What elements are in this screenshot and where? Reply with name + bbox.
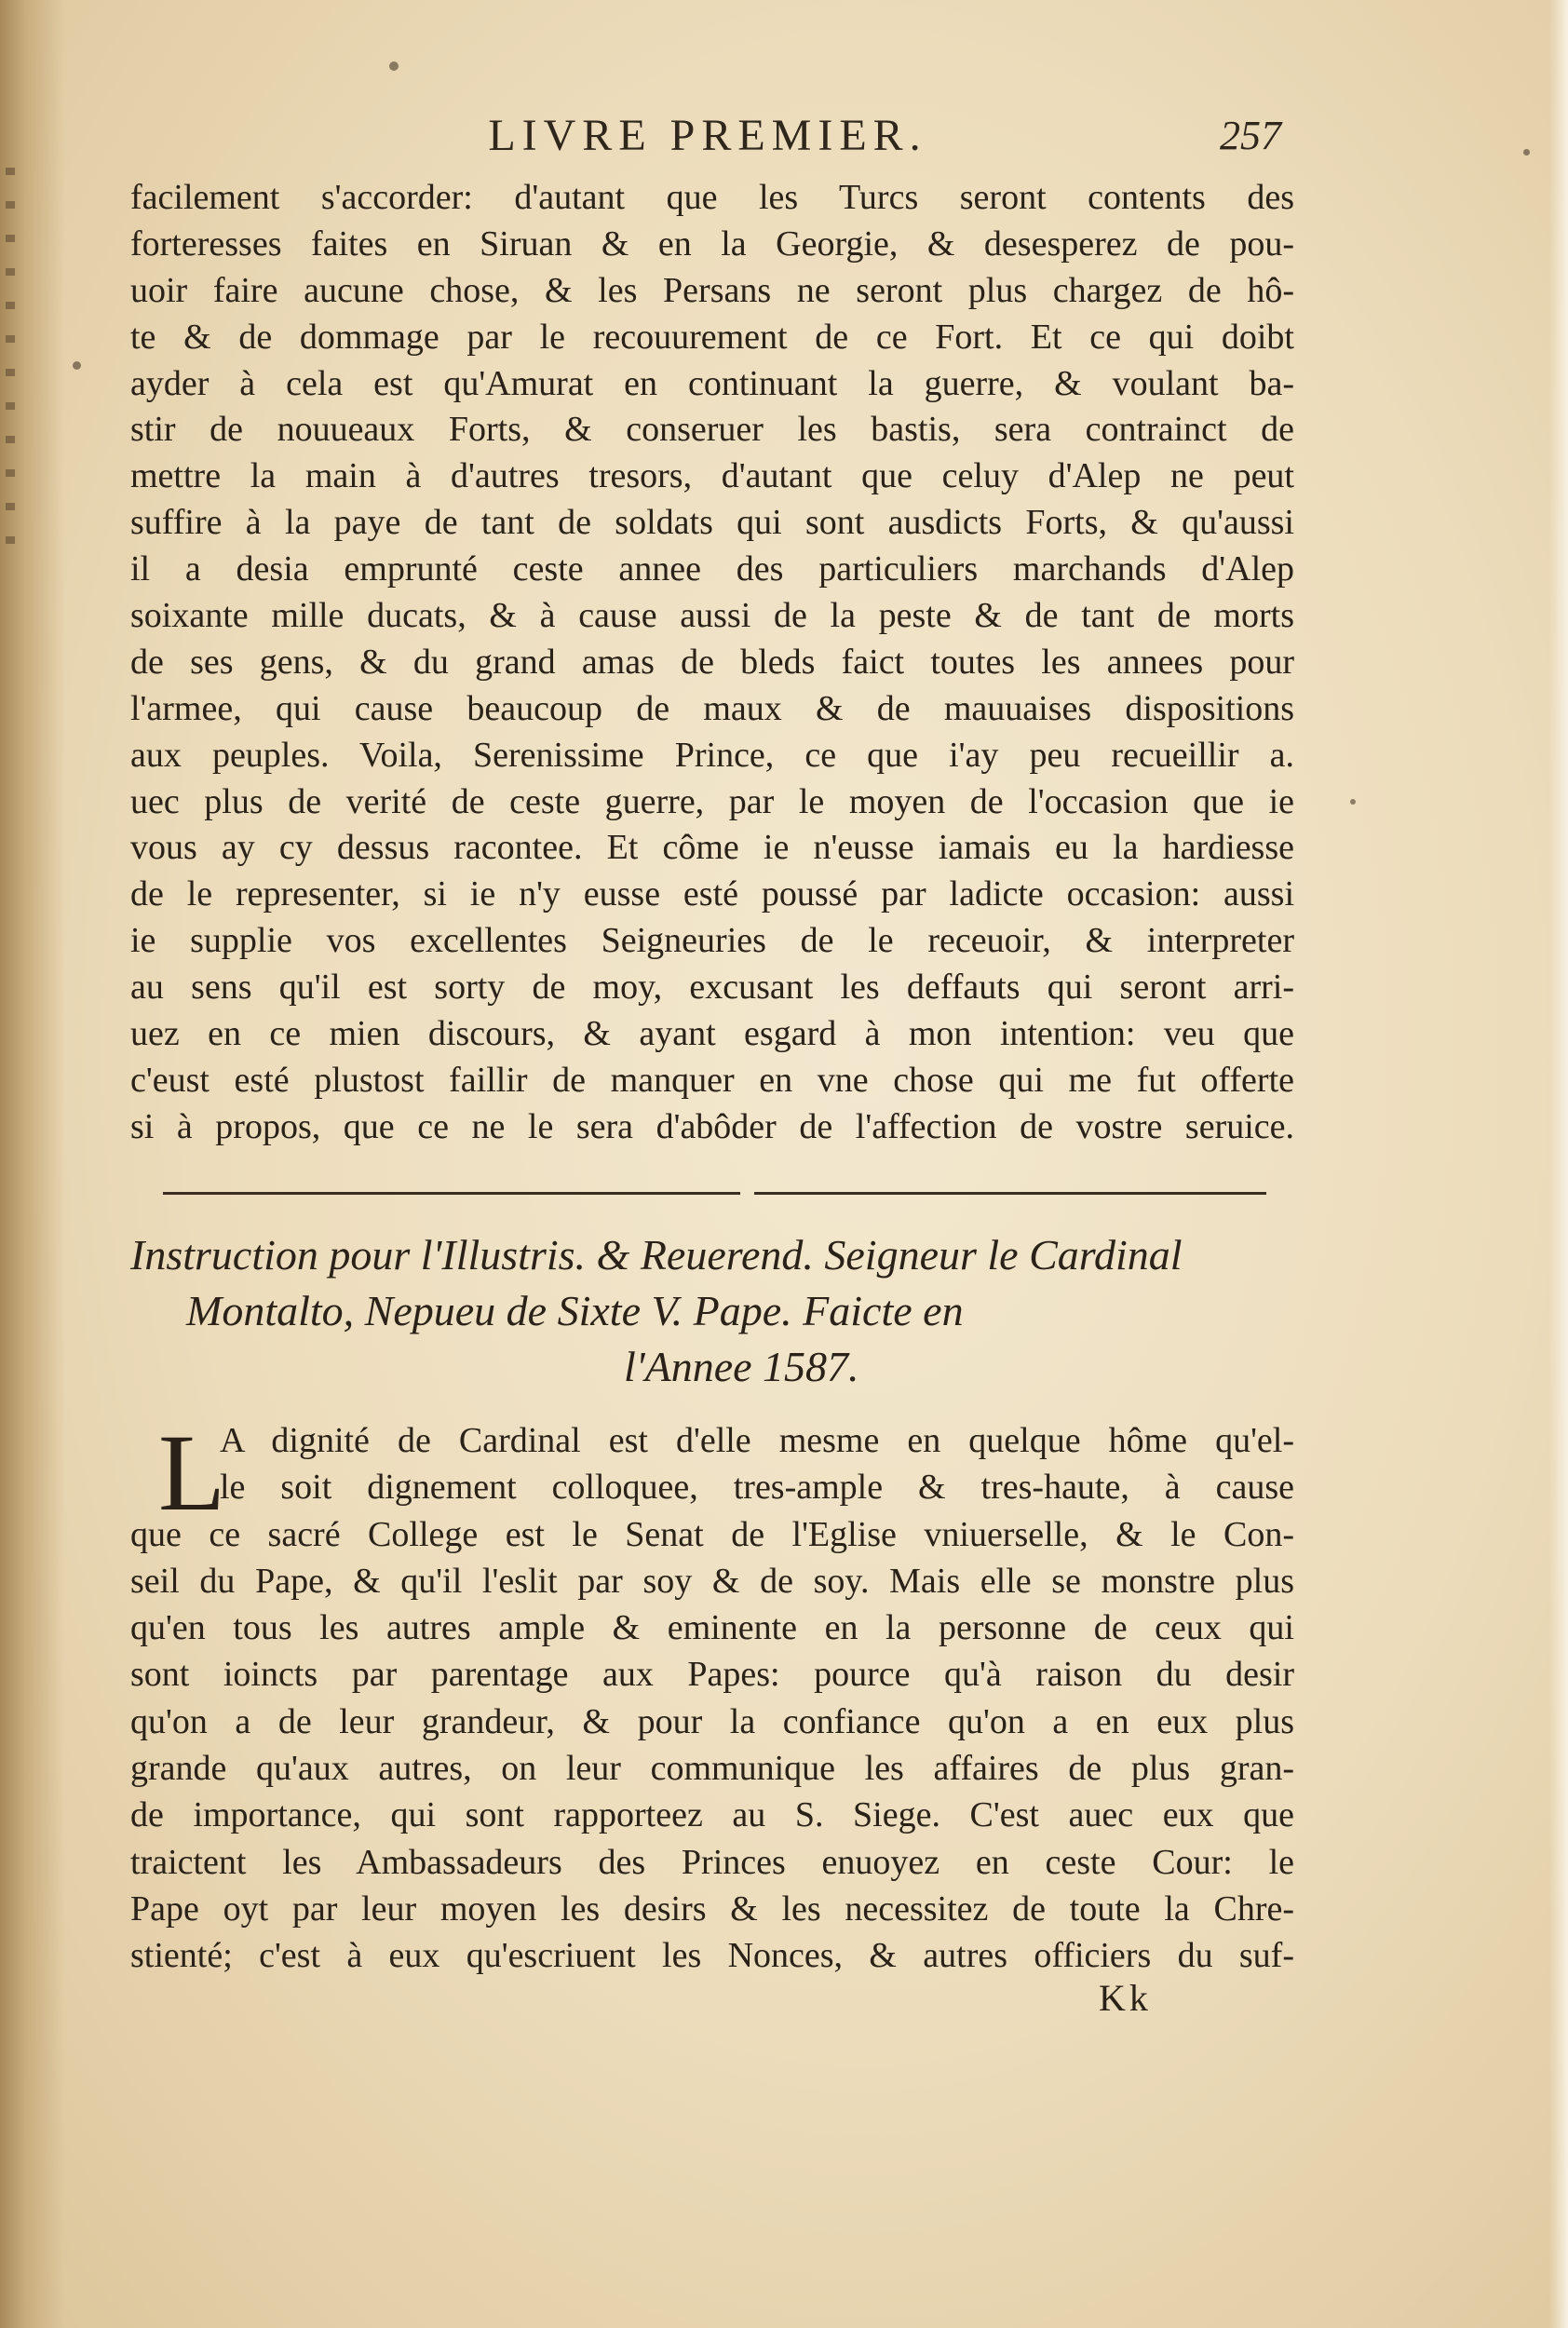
gutter-mark [6,503,15,510]
ink-speck [1523,149,1530,156]
gutter-mark [6,268,15,276]
text-line: uez en ce mien discours, & ayant esgard à mon intention: veu que [130,1014,1294,1054]
gutter-marks [6,168,32,570]
gutter-mark [6,235,15,242]
text-line: il a desia emprunté ceste annee des particuliers marchands d'Alep [130,549,1294,589]
text-line: l'armee, qui cause beaucoup de maux & de mauuaises dispositions [130,688,1294,728]
ink-speck [73,361,81,370]
drop-cap: L [158,1412,226,1534]
text-line: qu'on a de leur grandeur, & pour la confiance qu'on a en eux plus [130,1701,1294,1741]
section-divider [163,1192,1266,1198]
section-title [130,1227,1304,1395]
title-line: Montalto, Nepueu de Sixte V. Pape. Faicte en [186,1287,964,1334]
divider-rule [163,1192,740,1195]
text-line: A dignité de Cardinal est d'elle mesme en quelque hôme qu'el- [220,1421,1294,1460]
text-line: le soit dignement colloquee, tres-ample & tres-haute, à cause [220,1468,1294,1508]
text-line: stienté; c'est à eux qu'escriuent les Nonces, & autres officiers du suf- [130,1936,1294,1976]
text-line: te & de dommage par le recouurement de ce Fort. Et ce qui doibt [130,317,1294,357]
text-line: facilement s'accorder: d'autant que les Turcs seront contents des [130,178,1294,217]
gutter-mark [6,402,15,410]
article-body [130,1412,1294,1980]
text-line: soixante mille ducats, & à cause aussi de la peste & de tant de morts [130,596,1294,636]
text-line: aux peuples. Voila, Serenissime Prince, ce que i'ay peu recueillir a. [130,735,1294,775]
text-line: de importance, qui sont rapporteez au S. Siege. C'est auec eux que [130,1795,1294,1835]
ink-speck [389,61,399,71]
body-paragraph [130,175,1294,1151]
gutter-mark [6,469,15,477]
text-line: si à propos, que ce ne le sera d'abôder de l'affection de vostre seruice. [130,1106,1294,1146]
text-line: stir de nouueaux Forts, & conseruer les bastis, sera contrainct de [130,410,1294,450]
gutter-mark [6,369,15,376]
page-edge [1549,0,1568,2328]
text-line: c'eust esté plustost faillir de manquer en vne chose qui me fut offerte [130,1060,1294,1100]
ink-speck [1350,799,1356,805]
title-line: Instruction pour l'Illustris. & Reuerend. Seigneur le Cardinal [130,1231,1183,1279]
text-line: suffire à la paye de tant de soldats qui sont ausdicts Forts, & qu'aussi [130,503,1294,543]
signature-mark: Kk [1099,1977,1152,2019]
text-line: sont ioincts par parentage aux Papes: pource qu'à raison du desir [130,1655,1294,1695]
running-head: LIVRE PREMIER. [488,111,927,160]
gutter-mark [6,436,15,443]
text-line: vous ay cy dessus racontee. Et côme ie n'eusse iamais eu la hardiesse [130,828,1294,868]
text-line: de le representer, si ie n'y eusse esté poussé par ladicte occasion: aussi [130,874,1294,914]
text-line: de ses gens, & du grand amas de bleds faict toutes les annees pour [130,642,1294,682]
text-line: forteresses faites en Siruan & en la Georgie, & desesperez de pou- [130,223,1294,264]
text-line: mettre la main à d'autres tresors, d'autant que celuy d'Alep ne peut [130,456,1294,496]
title-line: l'Annee 1587. [624,1343,859,1390]
text-line: ie supplie vos excellentes Seigneuries de le receuoir, & interpreter [130,921,1294,961]
text-line: uec plus de verité de ceste guerre, par le moyen de l'occasion que ie [130,781,1294,821]
text-line: seil du Pape, & qu'il l'eslit par soy & de soy. Mais elle se monstre plus [130,1561,1294,1601]
text-line: qu'en tous les autres ample & eminente en la personne de ceux qui [130,1608,1294,1648]
gutter-mark [6,335,15,343]
text-line: uoir faire aucune chose, & les Persans ne seront plus chargez de hô- [130,270,1294,310]
page-number: 257 [1220,113,1281,158]
divider-rule [754,1192,1266,1195]
text-line: ayder à cela est qu'Amurat en continuant la guerre, & voulant ba- [130,363,1294,403]
text-line: traictent les Ambassadeurs des Princes enuoyez en ceste Cour: le [130,1842,1294,1882]
text-line: Pape oyt par leur moyen les desirs & les necessitez de toute la Chre- [130,1888,1294,1929]
gutter-mark [6,536,15,544]
gutter-mark [6,168,15,175]
gutter-mark [6,201,15,209]
gutter-mark [6,302,15,309]
text-line: grande qu'aux autres, on leur communique les affaires de plus gran- [130,1749,1294,1789]
text-line: que ce sacré College est le Senat de l'Eglise vniuerselle, & le Con- [130,1514,1294,1554]
text-line: au sens qu'il est sorty de moy, excusant les deffauts qui seront arri- [130,968,1294,1008]
